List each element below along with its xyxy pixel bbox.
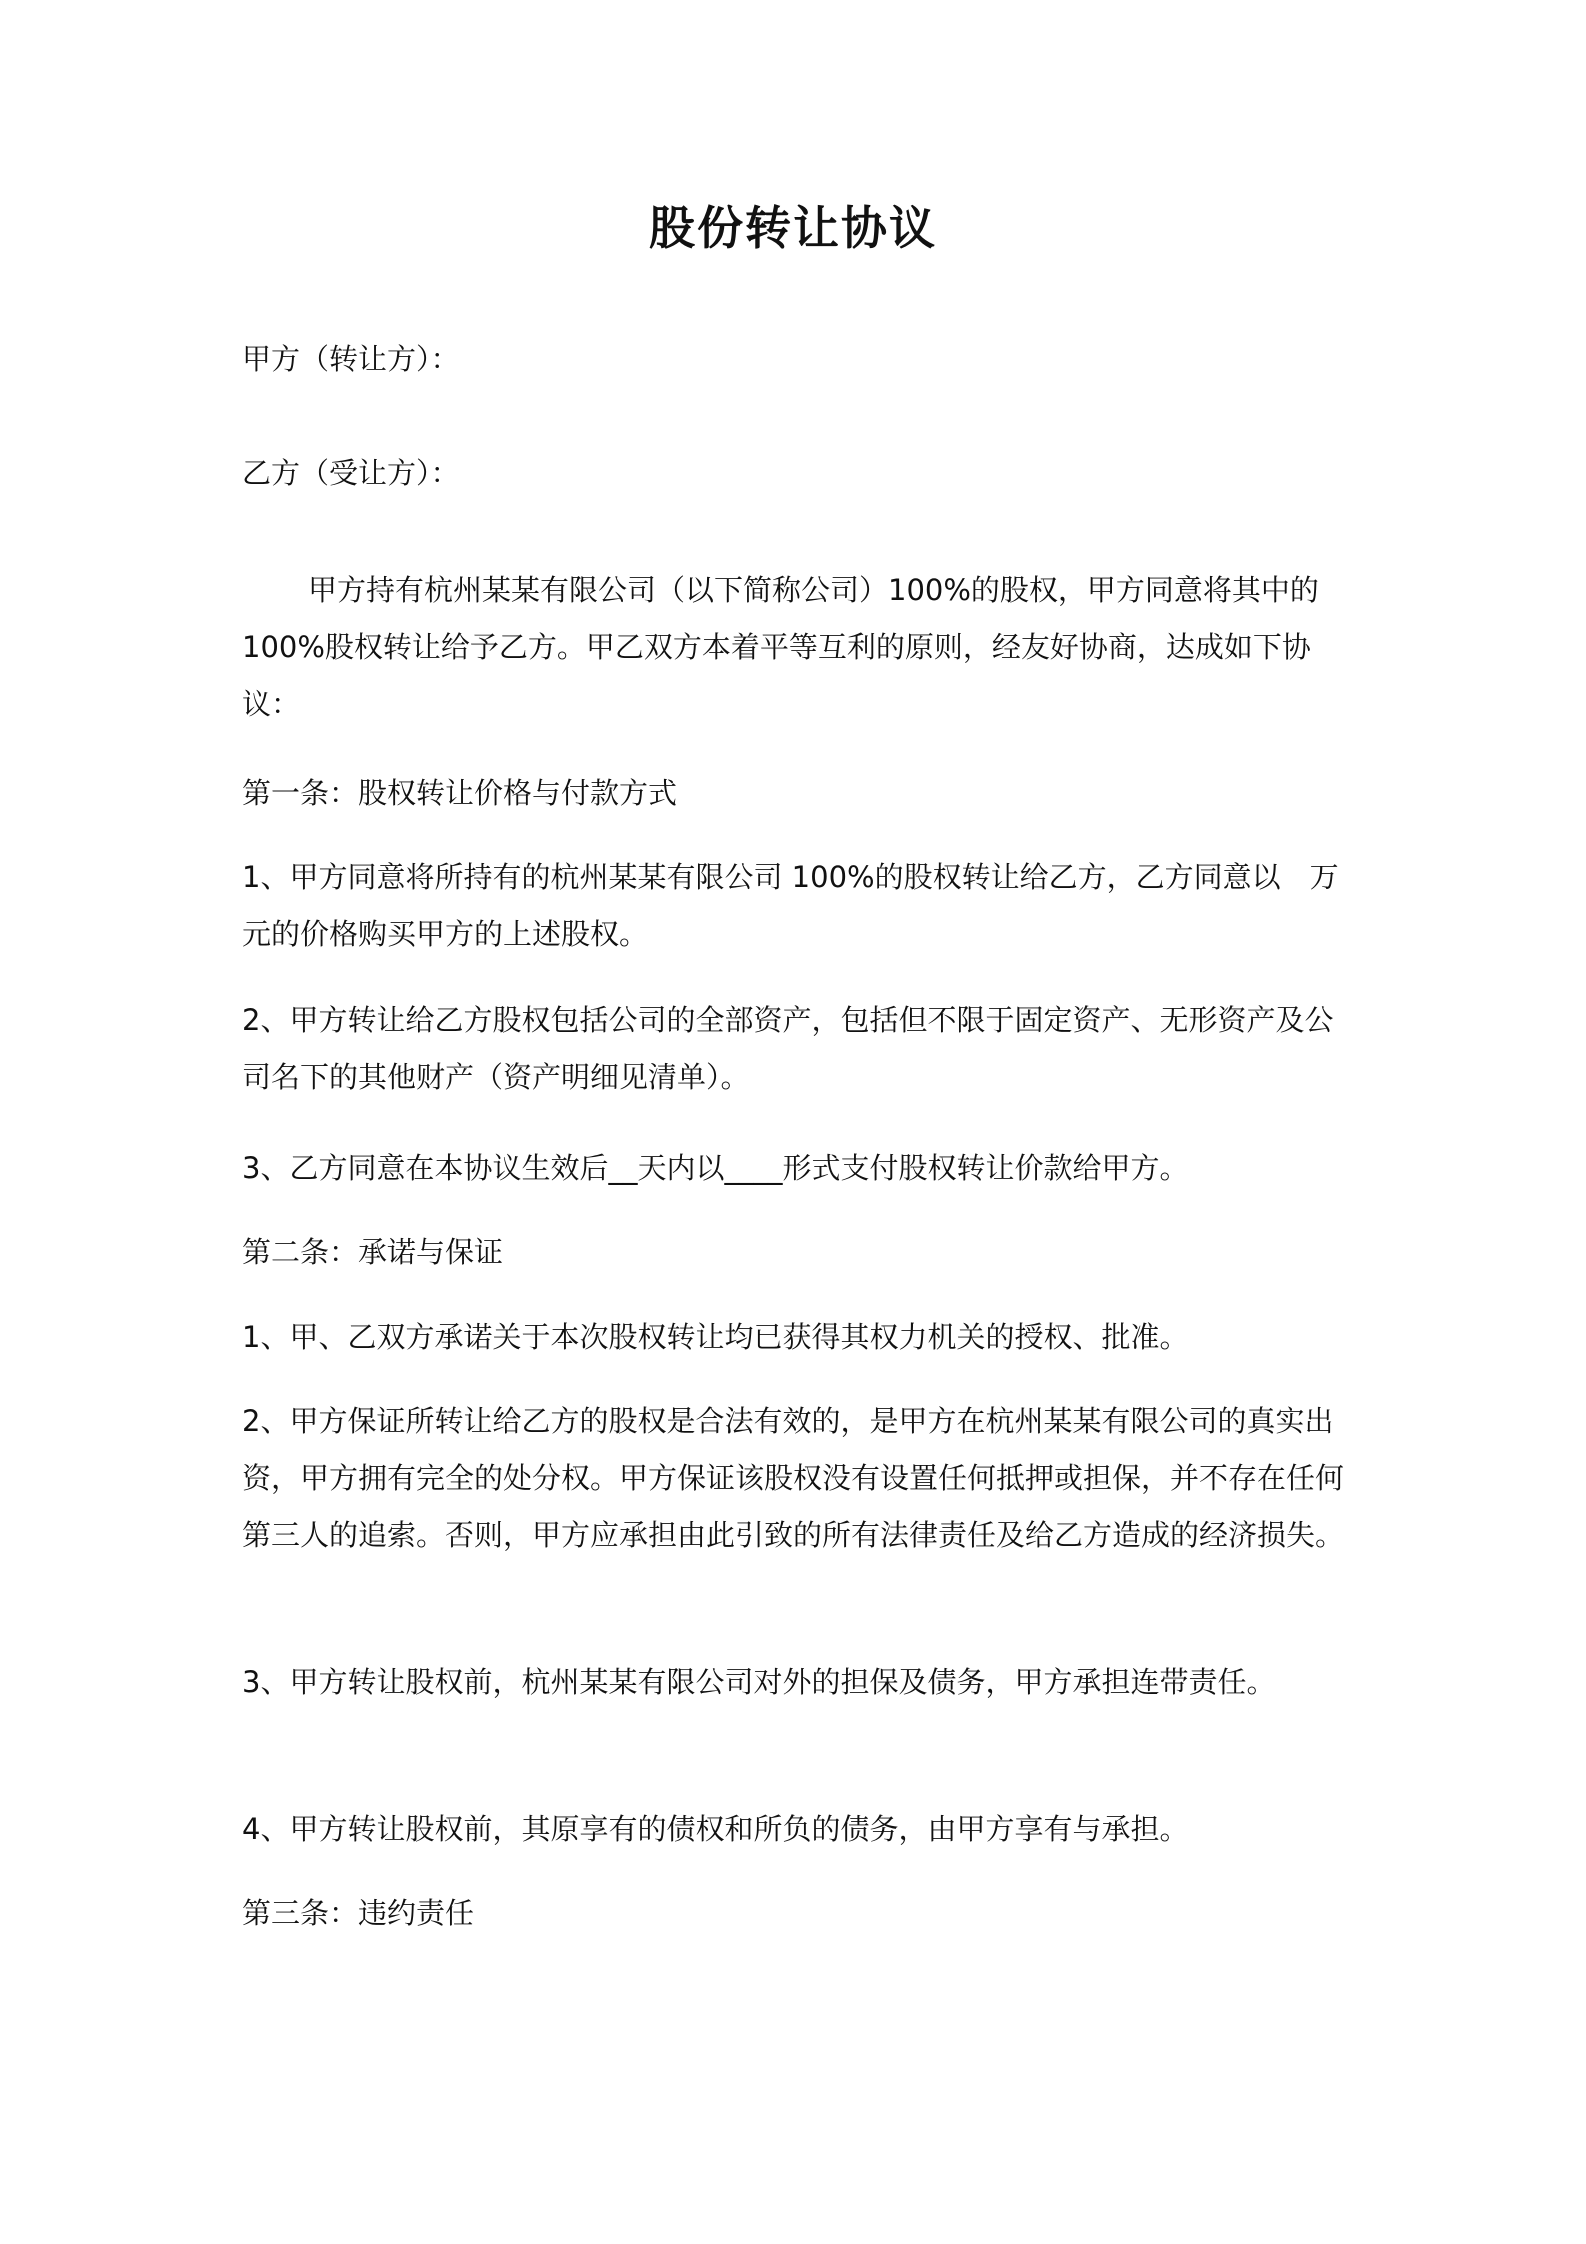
party-b-label: 乙方（受让方）： — [242, 456, 460, 490]
article-1-item-2: 2、甲方转让给乙方股权包括公司的全部资产，包括但不限于固定资产、无形资产及公司名下的其他财产（资产明细见清单）。 — [242, 1003, 1334, 1094]
article-3-heading: 第三条：违约责任 — [242, 1896, 475, 1930]
party-a-label: 甲方（转让方）： — [242, 342, 460, 376]
article-2-item-2: 2、甲方保证所转让给乙方的股权是合法有效的，是甲方在杭州某某有限公司的真实出资，甲方拥有完全的处分权。甲方保证该股权没有设置任何抵押或担保，并不存在任何第三人的追索。否则，甲方应承担由此引致的所有法律责任及给乙方造成的经济损失。 — [242, 1404, 1345, 1552]
document-title: 股份转让协议 — [649, 201, 937, 255]
article-2-item-1: 1、甲、乙双方承诺关于本次股权转让均已获得其权力机关的授权、批准。 — [242, 1320, 1189, 1354]
article-2-heading: 第二条：承诺与保证 — [242, 1235, 504, 1269]
intro-paragraph: 甲方持有杭州某某有限公司（以下简称公司）100%的股权，甲方同意将其中的 100%股权转让给予乙方。甲乙双方本着平等互利的原则，经友好协商，达成如下协议： — [242, 573, 1319, 721]
article-1-item-1: 1、甲方同意将所持有的杭州某某有限公司 100%的股权转让给乙方，乙方同意以 万元的价格购买甲方的上述股权。 — [242, 860, 1339, 951]
article-1-item-3: 3、乙方同意在本协议生效后__天内以____形式支付股权转让价款给甲方。 — [242, 1151, 1189, 1185]
article-2-item-3: 3、甲方转让股权前，杭州某某有限公司对外的担保及债务，甲方承担连带责任。 — [242, 1665, 1276, 1699]
article-1-heading: 第一条：股权转让价格与付款方式 — [242, 776, 678, 810]
article-2-item-4: 4、甲方转让股权前，其原享有的债权和所负的债务，由甲方享有与承担。 — [242, 1812, 1189, 1846]
